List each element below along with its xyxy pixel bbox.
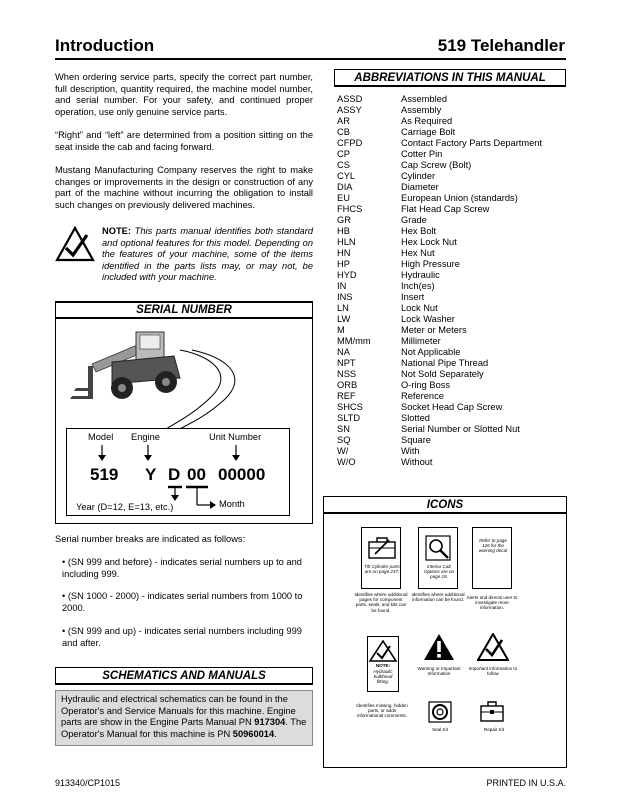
abbreviation-meaning: Slotted: [401, 413, 430, 423]
abbreviation-meaning: Cotter Pin: [401, 149, 443, 159]
serial-label-model: Model: [88, 432, 114, 442]
abbreviation-code: HN: [337, 248, 351, 258]
note-card-label: NOTE:: [375, 663, 391, 668]
abbreviation-meaning: Millimeter: [401, 336, 441, 346]
seal-kit-caption: Seal Kit: [432, 727, 448, 732]
abbreviation-meaning: Cylinder: [401, 171, 436, 181]
abbreviation-row: [337, 336, 567, 347]
icons-panel: [323, 514, 567, 768]
intro-paragraph-2: “Right” and “left” are determined from a position sitting on the seat inside the cab and facing forward.: [55, 130, 313, 152]
abbreviation-row: [337, 424, 567, 435]
abbreviation-code: LW: [337, 314, 351, 324]
note-caption: Identifies missing, hidden parts, or adds informational comments.: [356, 703, 408, 719]
note-card-text: Hydraulic bulkhead fitting.: [373, 669, 393, 685]
abbreviation-code: ASSD: [337, 94, 363, 104]
abbreviation-meaning: Serial Number or Slotted Nut: [401, 424, 520, 434]
abbreviation-code: ORB: [337, 380, 358, 390]
abbreviation-code: EU: [337, 193, 350, 203]
serial-number-heading: SERIAL NUMBER: [55, 301, 313, 319]
serial-label-unit: Unit Number: [209, 432, 262, 442]
abbreviation-code: HP: [337, 259, 350, 269]
abbreviation-code: AR: [337, 116, 350, 126]
note-text: This parts manual identifies both standard and optional features for this model. Depending on the features of your machine, some of the items identified in the parts lists may, or may not, be included with your machine.: [102, 226, 313, 283]
abbreviation-row: [337, 193, 567, 204]
abbreviation-code: ASSY: [337, 105, 362, 115]
model-title: 519 Telehandler: [437, 36, 565, 55]
abbreviation-code: HLN: [337, 237, 356, 247]
abbreviation-row: [337, 94, 567, 105]
serial-label-year: Year (D=12, E=13, etc.): [76, 502, 174, 512]
abbreviation-row: [337, 303, 567, 314]
abbreviation-meaning: European Union (standards): [401, 193, 518, 203]
abbreviation-meaning: Not Applicable: [401, 347, 461, 357]
cab-caption: Identifies where additional information can be found.: [411, 592, 465, 603]
abbreviation-row: [337, 413, 567, 424]
abbreviation-meaning: Not Sold Separately: [401, 369, 484, 379]
abbreviation-row: [337, 369, 567, 380]
abbreviation-meaning: Lock Nut: [401, 303, 438, 313]
abbreviation-code: FHCS: [337, 204, 363, 214]
abbreviation-row: [337, 171, 567, 182]
abbreviation-meaning: With: [401, 446, 420, 456]
serial-label-engine: Engine: [131, 432, 160, 442]
abbreviation-meaning: Inch(es): [401, 281, 435, 291]
abbreviations-list: [337, 94, 567, 468]
cab-card-text: Interior Cab Options are on page 18.: [423, 564, 455, 580]
abbreviation-code: CS: [337, 160, 350, 170]
abbreviation-meaning: Assembled: [401, 94, 447, 104]
note-check-icon: [55, 226, 95, 267]
abbreviation-meaning: Meter or Meters: [401, 325, 467, 335]
abbreviation-row: [337, 270, 567, 281]
abbreviation-row: [337, 435, 567, 446]
abbreviation-meaning: Assembly: [401, 105, 442, 115]
abbreviation-row: [337, 248, 567, 259]
intro-paragraph-1: When ordering service parts, specify the correct part number, full description, quantity required, the machine model number, and serial number. For your safety, and continued proper operation, use only genuine service parts.: [55, 72, 313, 117]
abbreviation-code: NPT: [337, 358, 356, 368]
abbreviations-heading: ABBREVIATIONS IN THIS MANUAL: [334, 69, 566, 87]
abbreviation-meaning: High Pressure: [401, 259, 460, 269]
abbreviation-row: [337, 116, 567, 127]
abbreviation-code: HYD: [337, 270, 357, 280]
abbreviation-code: DIA: [337, 182, 353, 192]
abbreviation-row: [337, 314, 567, 325]
abbreviation-meaning: Insert: [401, 292, 425, 302]
abbreviation-row: [337, 149, 567, 160]
abbreviation-code: REF: [337, 391, 356, 401]
abbreviation-meaning: Diameter: [401, 182, 439, 192]
abbreviation-row: [337, 358, 567, 369]
serial-num-year: D: [168, 465, 181, 484]
abbreviation-meaning: Carriage Bolt: [401, 127, 456, 137]
abbreviation-row: [337, 237, 567, 248]
serial-num-month: 00: [187, 465, 206, 484]
abbreviation-row: [337, 204, 567, 215]
abbreviation-code: SLTD: [337, 413, 361, 423]
abbreviation-code: INS: [337, 292, 353, 302]
abbreviation-row: [337, 380, 567, 391]
note-label: NOTE:: [102, 226, 131, 236]
abbreviation-code: MM/mm: [337, 336, 371, 346]
tilt-caption: Identifies where additional pages for component parts, seals, and kits can be found.: [354, 592, 408, 613]
abbreviation-row: [337, 281, 567, 292]
icons-heading: ICONS: [323, 496, 567, 514]
abbreviation-code: SN: [337, 424, 350, 434]
abbreviation-code: CB: [337, 127, 350, 137]
abbreviation-row: [337, 138, 567, 149]
serial-break-1: • (SN 999 and before) - indicates serial numbers up to and including 999.: [62, 557, 302, 579]
abbreviation-meaning: Socket Head Cap Screw: [401, 402, 503, 412]
operators-manual-pn: 50960014: [232, 728, 275, 739]
abbreviation-row: [337, 391, 567, 402]
header-rule: [55, 58, 566, 60]
abbreviation-meaning: Hydraulic: [401, 270, 440, 280]
intro-paragraph-3: Mustang Manufacturing Company reserves the right to make changes or improvements in the design or construction of any part of the machine without incurring the obligation to install such changes on previously delivered machines.: [55, 165, 313, 210]
serial-break-3: • (SN 999 and up) - indicates serial numbers including 999 and after.: [62, 626, 302, 648]
abbreviation-row: [337, 215, 567, 226]
abbreviation-row: [337, 325, 567, 336]
footer-doc-number: 913340/CP1015: [55, 778, 121, 788]
abbreviation-row: [337, 446, 567, 457]
abbreviation-code: SHCS: [337, 402, 363, 412]
page-title: Introduction: [55, 36, 155, 55]
engine-parts-pn: 917304: [254, 717, 286, 728]
refer-card-text: Refer to page 126 for the warning decal: [478, 538, 508, 554]
refer-caption: Alerts and directs user to investigate more information.: [466, 595, 518, 611]
abbreviation-meaning: Contact Factory Parts Department: [401, 138, 543, 148]
abbreviation-row: [337, 160, 567, 171]
abbreviation-meaning: Lock Washer: [401, 314, 455, 324]
abbreviation-code: SQ: [337, 435, 351, 445]
tilt-card-text: Tilt Cylinder parts are on page 247.: [364, 564, 400, 575]
footer-printed: PRINTED IN U.S.A.: [486, 778, 566, 788]
abbreviation-row: [337, 105, 567, 116]
abbreviation-meaning: Flat Head Cap Screw: [401, 204, 490, 214]
abbreviation-meaning: O-ring Boss: [401, 380, 451, 390]
abbreviation-meaning: Square: [401, 435, 431, 445]
abbreviation-code: CFPD: [337, 138, 363, 148]
abbreviation-meaning: National Pipe Thread: [401, 358, 489, 368]
abbreviation-code: NSS: [337, 369, 357, 379]
serial-label-month: Month: [219, 499, 245, 509]
schematics-heading: SCHEMATICS AND MANUALS: [55, 667, 313, 685]
abbreviation-meaning: Grade: [401, 215, 427, 225]
abbreviation-code: W/O: [337, 457, 356, 467]
abbreviation-code: IN: [337, 281, 347, 291]
abbreviation-row: [337, 347, 567, 358]
schematics-text: Hydraulic and electrical schematics can be found in the Operator's and Service Manuals for this machine. Engine parts are show in the Engine Parts Manual PN 917304. The Operator's Manual for this machine is PN 50960014.: [61, 694, 307, 739]
abbreviation-code: HB: [337, 226, 350, 236]
telehandler-illustration: [62, 322, 272, 437]
abbreviation-meaning: Hex Bolt: [401, 226, 437, 236]
abbreviation-row: [337, 226, 567, 237]
abbreviation-code: LN: [337, 303, 349, 313]
abbreviation-row: [337, 259, 567, 270]
abbreviation-code: M: [337, 325, 345, 335]
abbreviation-meaning: Without: [401, 457, 433, 467]
important-caption: Important information to follow: [468, 666, 518, 677]
serial-num-model: 519: [90, 465, 119, 484]
abbreviation-meaning: As Required: [401, 116, 453, 126]
serial-num-engine: Y: [145, 465, 157, 484]
abbreviation-row: [337, 292, 567, 303]
abbreviation-code: CYL: [337, 171, 356, 181]
abbreviation-meaning: Hex Nut: [401, 248, 435, 258]
abbreviation-row: [337, 402, 567, 413]
abbreviation-meaning: Cap Screw (Bolt): [401, 160, 472, 170]
serial-breaks-intro: Serial number breaks are indicated as follows:: [55, 534, 246, 544]
note-paragraph: [102, 226, 313, 284]
abbreviation-code: CP: [337, 149, 350, 159]
abbreviation-code: GR: [337, 215, 351, 225]
warning-caption: Warning or Important Information: [417, 666, 461, 677]
abbreviation-row: [337, 182, 567, 193]
abbreviation-code: W/: [337, 446, 349, 456]
abbreviation-meaning: Hex Lock Nut: [401, 237, 457, 247]
abbreviation-meaning: Reference: [401, 391, 444, 401]
serial-num-unit: 00000: [218, 465, 266, 484]
abbreviation-row: [337, 457, 567, 468]
abbreviation-code: NA: [337, 347, 350, 357]
repair-kit-caption: Repair Kit: [483, 727, 505, 732]
serial-break-2: • (SN 1000 - 2000) - indicates serial numbers from 1000 to 2000.: [62, 591, 303, 613]
abbreviation-row: [337, 127, 567, 138]
